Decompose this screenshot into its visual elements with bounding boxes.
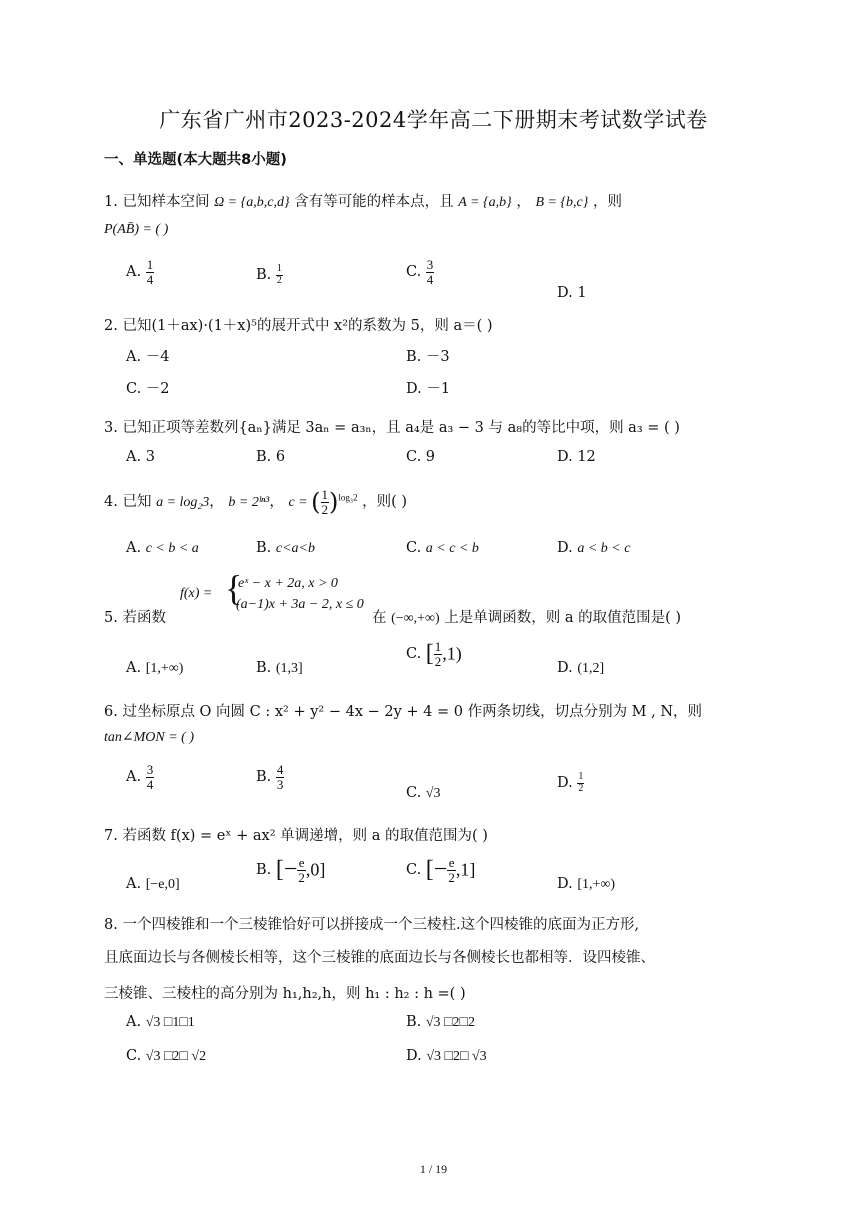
fraction: $\frac{1}{2}$ — [578, 771, 584, 794]
question-1-line2: P(AB̄) = ( ) — [104, 222, 169, 237]
math-expression: Ω = {a,b,c,d} — [214, 195, 290, 210]
question-text: ，则 — [592, 194, 622, 210]
piecewise-case: (a−1)x + 3a − 2, x ≤ 0 — [236, 597, 364, 612]
option-d: D. $\frac{1}{2}$ — [557, 771, 584, 794]
option-d: D. 1 — [557, 285, 587, 301]
option-a: A. [1,+∞) — [126, 660, 184, 676]
fraction: $\frac{1}{2}$ — [321, 487, 329, 517]
option-b: B. －3 — [406, 349, 450, 365]
piecewise-case: eˣ − x + 2a, x > 0 — [238, 576, 338, 591]
fraction: $\frac{4}{3}$ — [276, 762, 284, 792]
math-expression: c = — [288, 495, 312, 511]
question-text: 已知 — [122, 494, 152, 511]
question-text: 若函数 f(x) = eˣ + ax² 单调递增，则 a 的取值范围为( ) — [122, 828, 488, 844]
question-text: 含有等可能的样本点，且 — [294, 194, 454, 210]
option-a: A. √3 □1□1 — [126, 1014, 195, 1030]
question-6 — [104, 700, 702, 721]
option-c: C. a < c < b — [406, 540, 479, 556]
fraction: $\frac{1}{2}$ — [276, 263, 282, 286]
option-a: A. $\frac{3}{4}$ — [126, 762, 154, 792]
fraction: $\frac{1}{2}$ — [434, 639, 442, 669]
question-number: 2. — [104, 318, 118, 334]
option-b: B. $\frac{1}{2}$ — [256, 263, 282, 286]
exponent: log₃2 — [338, 492, 358, 503]
question-8-line2: 且底面边长与各侧棱长相等，这个三棱锥的底面边长与各侧棱长也都相等．设四棱锥、 — [104, 950, 655, 966]
option-b: B. c<a<b — [256, 540, 315, 556]
fraction: $\frac{1}{4}$ — [146, 257, 154, 287]
fraction: $\frac{e}{2}$ — [448, 855, 455, 885]
option-c: C. 9 — [406, 449, 436, 465]
question-text: 一个四棱锥和一个三棱锥恰好可以拼接成一个三棱柱.这个四棱锥的底面为正方形, — [122, 917, 640, 933]
question-number: 8. — [104, 917, 118, 933]
question-4: 4. 已知 a = log₂3， b = 2ˡⁿ³， c = ( $\frac{1}{2}$ )$^{log_32}$ ，则( ) — [104, 487, 408, 517]
option-c: C. [− $\frac{e}{2}$ ,1] — [406, 855, 476, 885]
section-heading: 一、单选题(本大题共8小题) — [104, 152, 287, 168]
question-8-line3: 三棱锥、三棱柱的高分别为 h₁,h₂,h，则 h₁ : h₂ : h =( ) — [104, 986, 466, 1002]
question-3 — [104, 416, 680, 437]
math-expression: a = log₂3 — [156, 495, 210, 511]
option-c: C. √3 — [406, 785, 441, 801]
question-text: 若函数 — [122, 610, 166, 626]
option-b: B. 6 — [256, 449, 286, 465]
option-a: A. c < b < a — [126, 540, 199, 556]
page-title: 广东省广州市2023-2024学年高二下册期末考试数学试卷 — [159, 108, 708, 132]
option-a: A. $\frac{1}{4}$ — [126, 257, 154, 287]
brace: { — [225, 568, 243, 608]
option-d: D. a < b < c — [557, 540, 631, 556]
question-number: 1. — [104, 194, 118, 210]
option-c: C. √3 □2□ √2 — [126, 1048, 207, 1064]
option-a: A. －4 — [126, 349, 170, 365]
option-a: A. 3 — [126, 449, 155, 465]
option-c: C. $\frac{3}{4}$ — [406, 257, 434, 287]
question-text: 已知正项等差数列{aₙ}满足 3aₙ = a₃ₙ，且 a₄是 a₃ − 3 与 a₈的等比中项，则 a₃ = ( ) — [122, 420, 680, 436]
option-d: D. (1,2] — [557, 660, 605, 676]
option-b: B. $\frac{4}{3}$ — [256, 762, 284, 792]
question-number: 4. — [104, 494, 118, 511]
option-d: D. －1 — [406, 381, 451, 397]
question-5 — [104, 606, 166, 627]
question-number: 5. — [104, 610, 118, 626]
question-text: 已知(1＋ax)·(1＋x)⁵的展开式中 x²的系数为 5，则 a＝( ) — [122, 318, 493, 334]
option-b: B. (1,3] — [256, 660, 303, 676]
question-text: ， — [516, 194, 531, 210]
fraction: $\frac{3}{4}$ — [146, 762, 154, 792]
math-expression: (−∞,+∞) — [391, 611, 440, 626]
function-label: f(x) = — [180, 586, 213, 601]
option-b: B. √3 □2□2 — [406, 1014, 475, 1030]
option-a: A. [−e,0] — [126, 876, 180, 892]
question-text: 在 — [372, 610, 387, 626]
question-text: 过坐标原点 O 向圆 C : x² + y² − 4x − 2y + 4 = 0 作两条切线，切点分别为 M , N，则 — [122, 704, 703, 720]
fraction: $\frac{e}{2}$ — [298, 855, 305, 885]
question-8 — [104, 913, 639, 934]
question-6-line2: tan∠MON = ( ) — [104, 730, 195, 745]
question-text: ，则( ) — [362, 494, 408, 511]
question-7 — [104, 824, 488, 845]
question-number: 7. — [104, 828, 118, 844]
question-text: 已知样本空间 — [122, 194, 210, 210]
option-d: D. 12 — [557, 449, 596, 465]
question-number: 3. — [104, 420, 118, 436]
question-2 — [104, 314, 493, 335]
page-number: 1 / 19 — [419, 1162, 448, 1176]
option-c: C. －2 — [126, 381, 170, 397]
question-text: 上是单调函数，则 a 的取值范围是( ) — [444, 610, 682, 626]
math-expression: A = {a,b} — [458, 195, 512, 210]
question-1 — [104, 190, 622, 211]
fraction: $\frac{3}{4}$ — [426, 257, 434, 287]
option-b: B. [− $\frac{e}{2}$ ,0] — [256, 855, 326, 885]
math-expression: B = {b,c} — [535, 195, 589, 210]
option-d: D. [1,+∞) — [557, 876, 616, 892]
question-5-tail — [372, 606, 681, 627]
math-expression: b = 2ˡⁿ³ — [228, 495, 270, 511]
option-c: C. [ $\frac{1}{2}$ ,1) — [406, 639, 462, 669]
option-d: D. √3 □2□ √3 — [406, 1048, 487, 1064]
question-number: 6. — [104, 704, 118, 720]
